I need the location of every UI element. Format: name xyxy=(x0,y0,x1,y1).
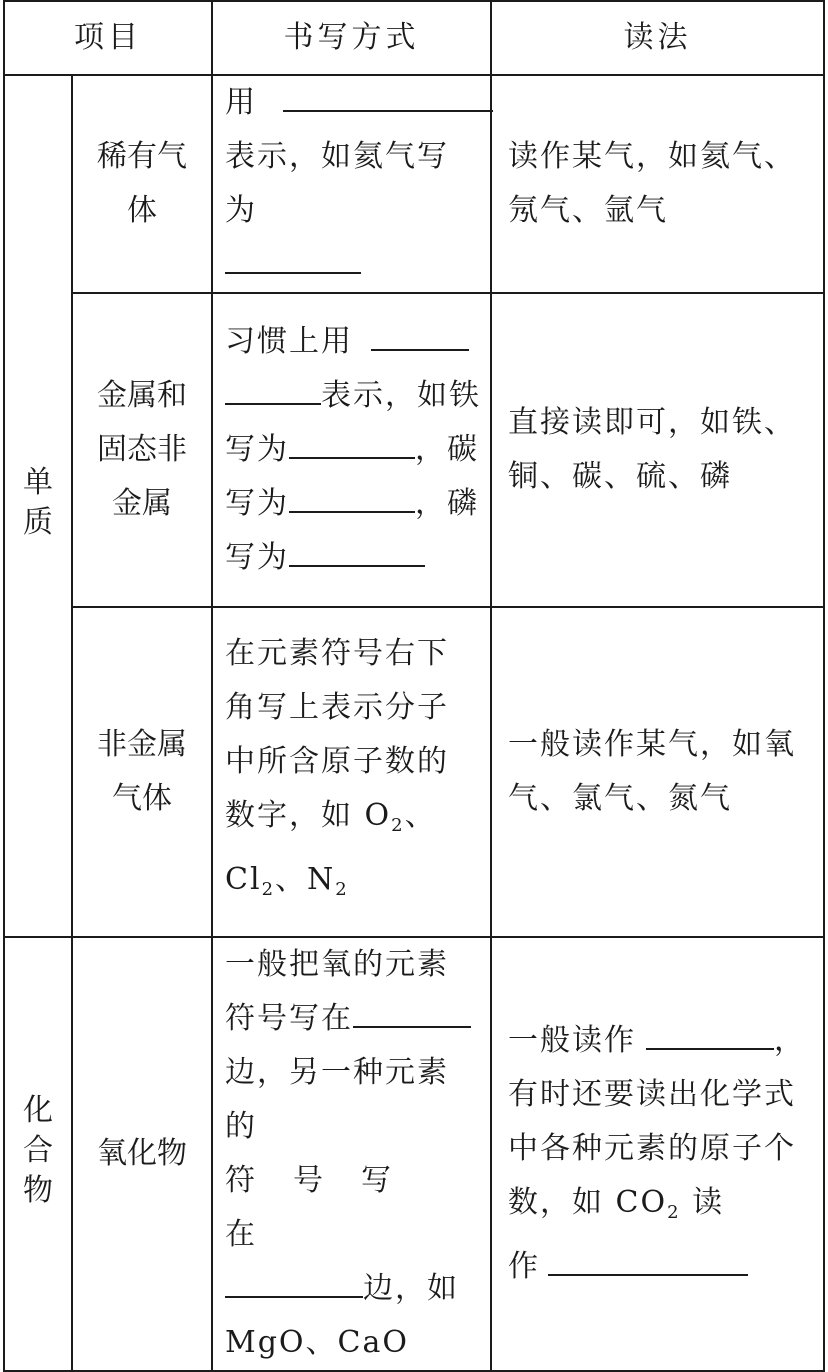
row-oxide xyxy=(4,937,824,1371)
blank-10 xyxy=(646,1014,774,1050)
formula-co2: $CO_2$ xyxy=(615,1185,681,1223)
row-nonmetal-gas xyxy=(4,607,824,937)
blank-6 xyxy=(289,477,415,513)
formula-o2: $O_2$ xyxy=(364,798,405,836)
category-compound-label: 化合物 xyxy=(23,1092,53,1208)
blank-5 xyxy=(289,423,415,459)
header-item: 项目 xyxy=(4,1,212,75)
category-elementary xyxy=(4,75,72,937)
metal-solid-name: 金属和固态非金属 xyxy=(72,293,212,607)
nonmetal-gas-writing: 在元素符号右下角写上表示分子中所含原子数的数字，如 $O_2$、$Cl_2$、$N_2$ xyxy=(212,607,491,937)
nonmetal-gas-name: 非金属气体 xyxy=(72,607,212,937)
blank-8 xyxy=(353,992,471,1028)
noble-gas-name: 稀有气体 xyxy=(72,75,212,293)
noble-gas-writing: 用 表示，如氦气写为 xyxy=(212,75,491,293)
header-row xyxy=(4,1,824,75)
category-elementary-label: 单质 xyxy=(23,464,53,540)
noble-gas-reading: 读作某气，如氦气、氖气、氩气 xyxy=(491,75,824,293)
blank-2 xyxy=(225,238,361,274)
blank-4 xyxy=(225,369,321,405)
header-reading: 读法 xyxy=(491,1,824,75)
nonmetal-gas-reading: 一般读作某气，如氧气、氯气、氮气 xyxy=(491,607,824,937)
row-metal-solid xyxy=(4,293,824,607)
blank-1 xyxy=(283,76,493,112)
row-noble-gas xyxy=(4,75,824,293)
oxide-name: 氧化物 xyxy=(72,937,212,1371)
blank-9 xyxy=(225,1262,363,1298)
oxide-reading: 一般读作 ， 有时还要读出化学式中各种元素的原子个数，如 $CO_2$ 读 作 xyxy=(491,937,824,1371)
category-compound xyxy=(4,937,72,1371)
blank-7 xyxy=(289,531,425,567)
chemistry-naming-table xyxy=(3,0,825,1372)
oxide-writing: 一般把氧的元素 符号写在 边，另一种元素的 符号写在 边，如 MgO、CaO xyxy=(212,937,491,1371)
formula-cl2: $Cl_2$ xyxy=(225,862,276,900)
blank-3 xyxy=(371,315,469,351)
header-writing: 书写方式 xyxy=(212,1,491,75)
metal-solid-reading: 直接读即可，如铁、铜、碳、硫、磷 xyxy=(491,293,824,607)
metal-solid-writing: 习惯上用 表示，如铁 写为 ，碳 写为 ，磷 写为 xyxy=(212,293,491,607)
formula-n2: $N_2$ xyxy=(307,862,349,900)
blank-11 xyxy=(548,1240,748,1276)
